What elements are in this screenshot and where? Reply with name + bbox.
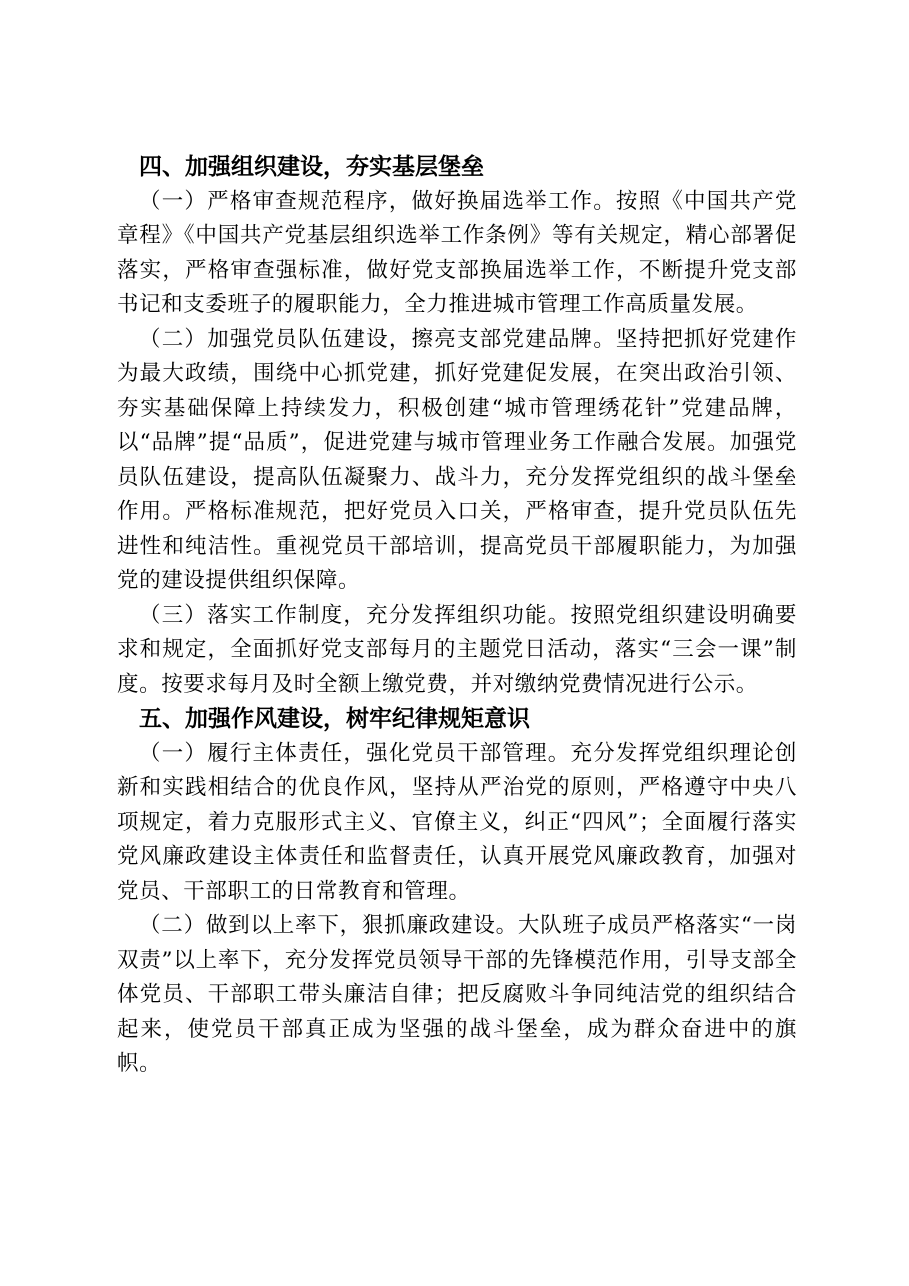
section-5-paragraph-1: （一）履行主体责任，强化党员干部管理。充分发挥党组织理论创新和实践相结合的优良作风，坚持从严治党的原则，严格遵守中央八项规定，着力克服形式主义、官僚主义，纠正“四风”；全面履行落实党风廉政建设主体责任和监督责任，认真开展党风廉政教育，加强对党员、干部职工的日常教育和管理。 xyxy=(117,740,797,904)
section-4-paragraph-2: （二）加强党员队伍建设，擦亮支部党建品牌。坚持把抓好党建作为最大政绩，围绕中心抓党建，抓好党建促发展，在突出政治引领、夯实基础保障上持续发力，积极创建“城市管理绣花针”党建品牌，以“品牌”提“品质”，促进党建与城市管理业务工作融合发展。加强党员队伍建设，提高队伍凝聚力、战斗力，充分发挥党组织的战斗堡垒作用。严格标准规范，把好党员入口关，严格审查，提升党员队伍先进性和纯洁性。重视党员干部培训，提高党员干部履职能力，为加强党的建设提供组织保障。 xyxy=(117,326,797,593)
section-4-heading: 四、加强组织建设，夯实基层堡垒 xyxy=(139,154,484,180)
document-body xyxy=(117,150,797,1082)
section-5-paragraph-2: （二）做到以上率下，狠抓廉政建设。大队班子成员严格落实“一岗双责”以上率下，充分发挥党员领导干部的先锋模范作用，引导支部全体党员、干部职工带头廉洁自律；把反腐败斗争同纯洁党的组织结合起来，使党员干部真正成为坚强的战斗堡垒，成为群众奋进中的旗帜。 xyxy=(117,913,797,1076)
section-4-paragraph-3: （三）落实工作制度，充分发挥组织功能。按照党组织建设明确要求和规定，全面抓好党支部每月的主题党日活动，落实“三会一课”制度。按要求每月及时全额上缴党费，并对缴纳党费情况进行公示。 xyxy=(117,602,797,697)
section-4-paragraph-1: （一）严格审查规范程序，做好换届选举工作。按照《中国共产党章程》《中国共产党基层组织选举工作条例》等有关规定，精心部署促落实，严格审查强标准，做好党支部换届选举工作，不断提升党支部书记和支委班子的履职能力，全力推进城市管理工作高质量发展。 xyxy=(117,188,797,317)
section-5-heading: 五、加强作风建设，树牢纪律规矩意识 xyxy=(139,706,530,732)
